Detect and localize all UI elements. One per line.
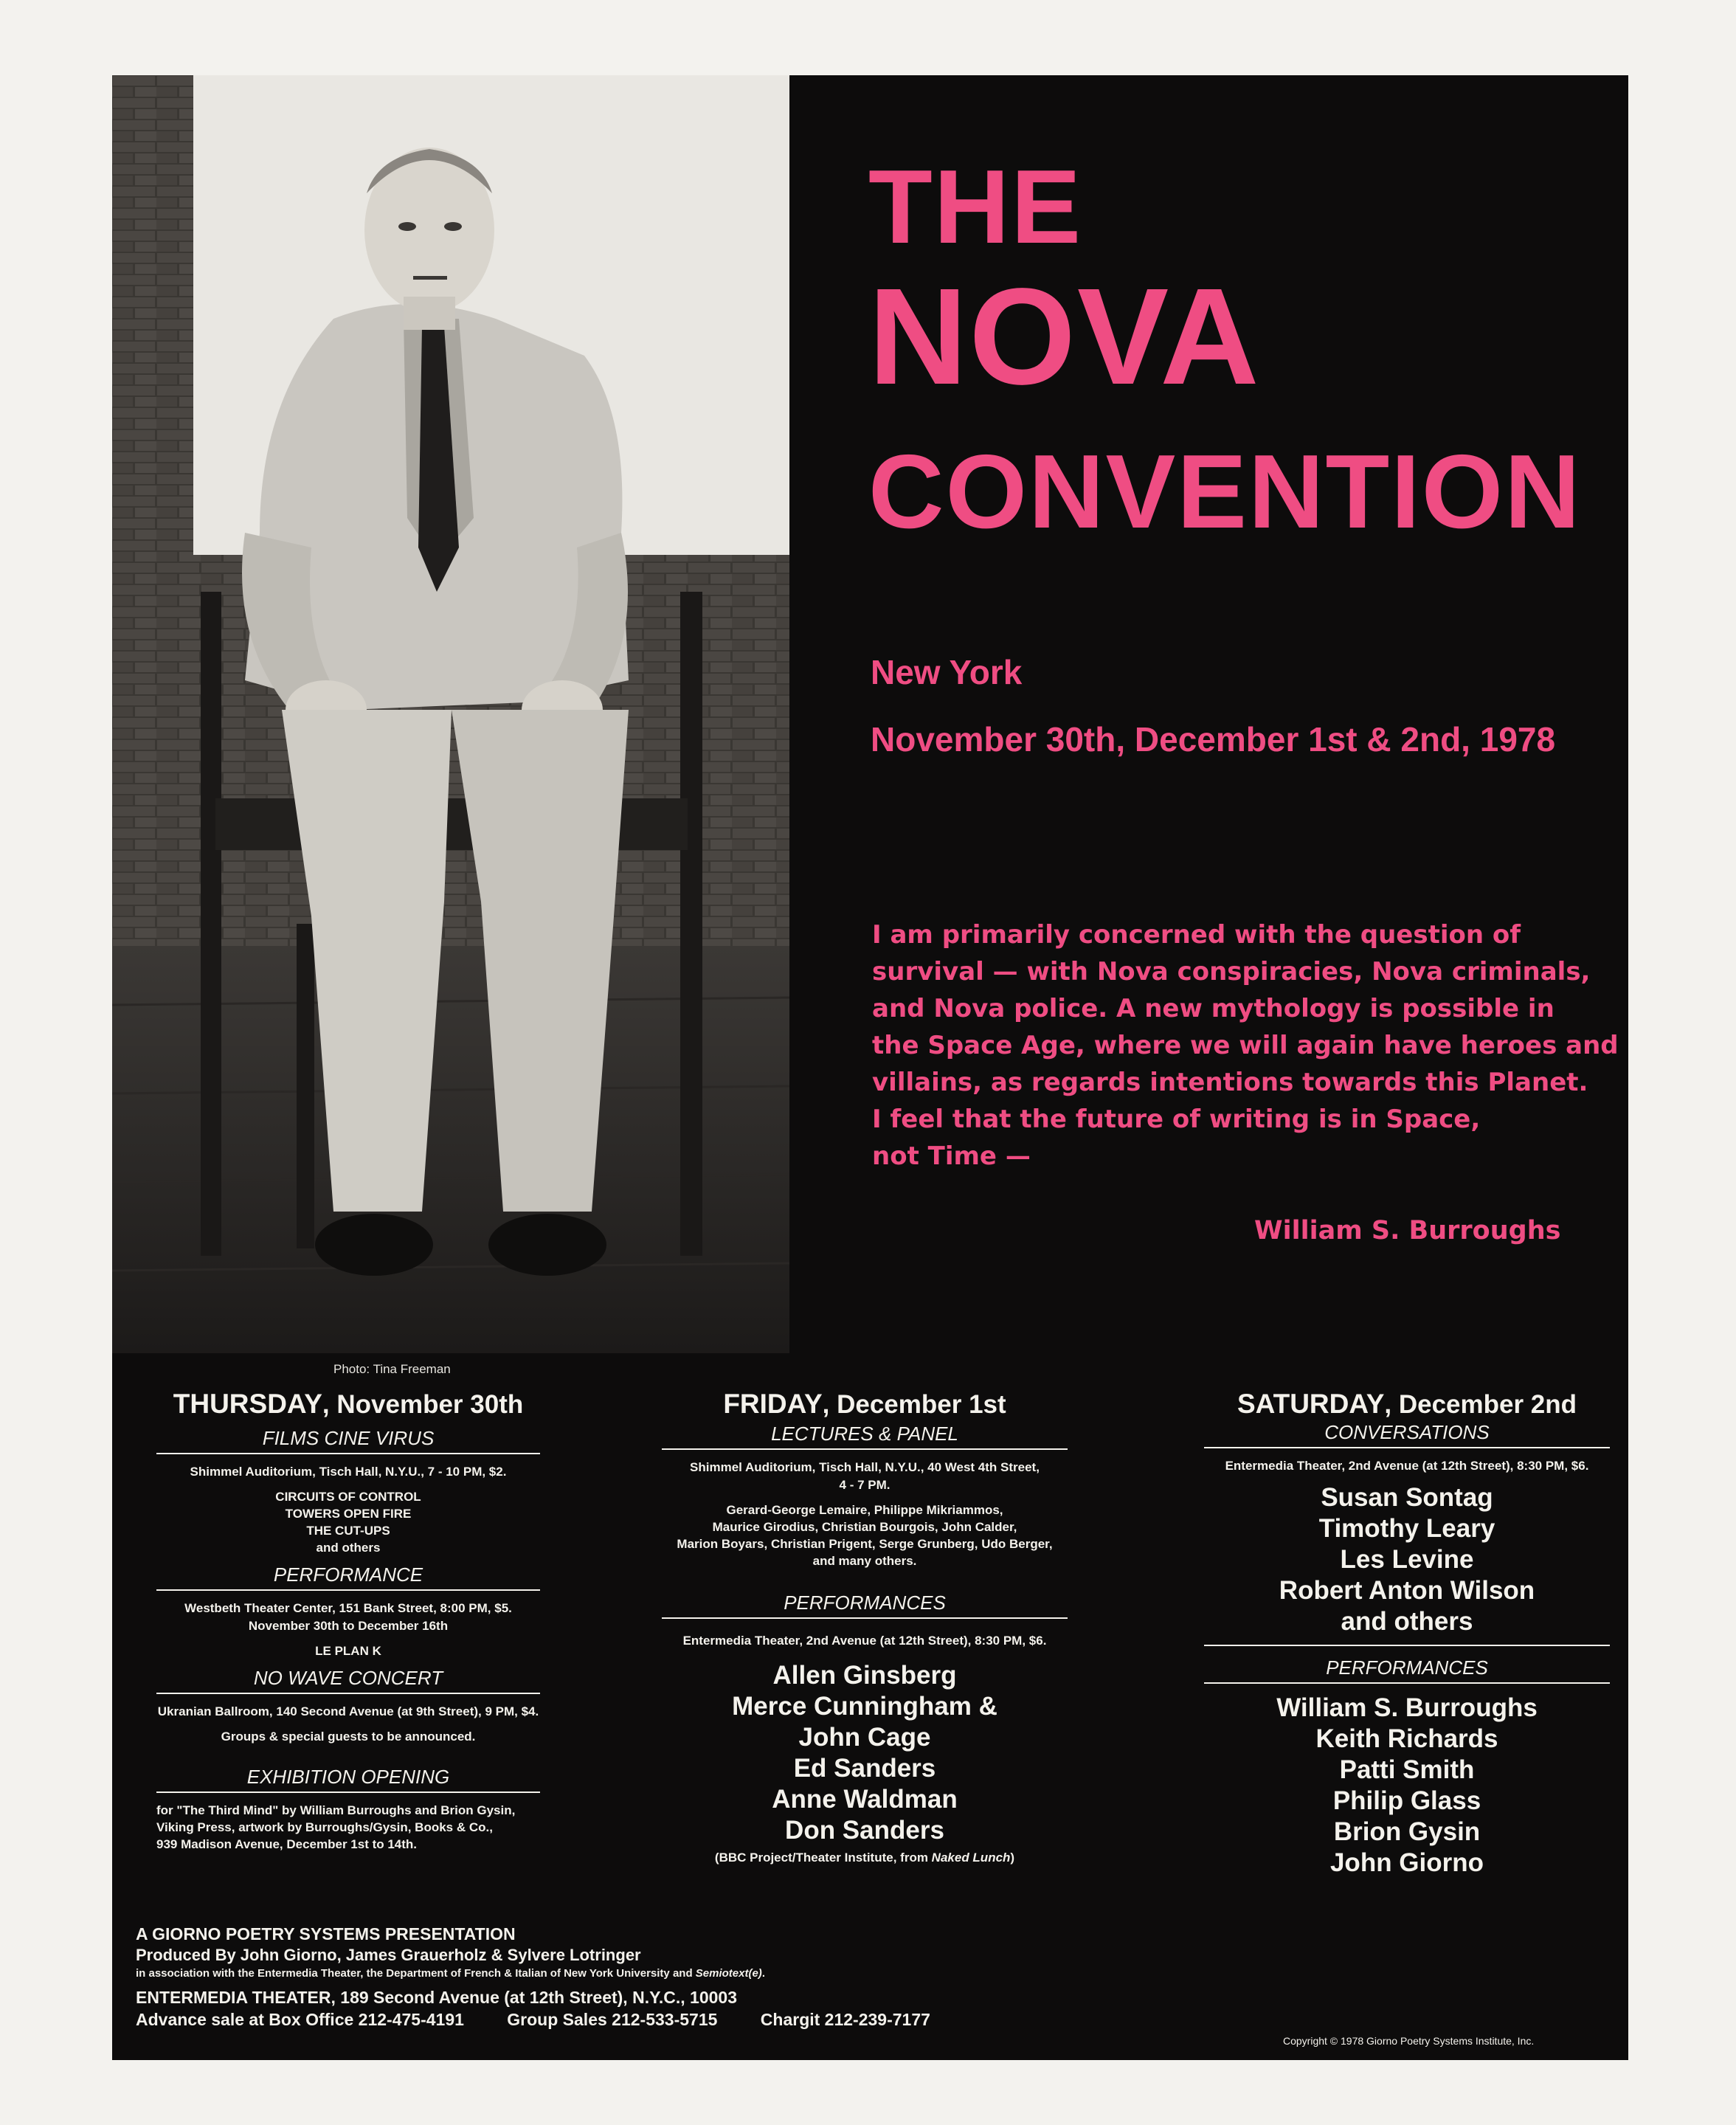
saturday-column: [1204, 1389, 1610, 1879]
performer: Merce Cunningham &: [732, 1692, 997, 1721]
performer: Keith Richards: [1315, 1724, 1498, 1753]
friday-performances-venue: Entermedia Theater, 2nd Avenue (at 12th Street), 8:30 PM, $6.: [682, 1634, 1047, 1648]
saturday-performers: [1204, 1693, 1610, 1879]
friday-performances-heading: PERFORMANCES: [662, 1592, 1068, 1619]
event-dates: November 30th, December 1st & 2nd, 1978: [871, 720, 1556, 759]
panelist-line: Marion Boyars, Christian Prigent, Serge Grunberg, Udo Berger,: [677, 1537, 1053, 1551]
title-the: THE: [868, 148, 1082, 266]
performer: Don Sanders: [785, 1816, 944, 1845]
conversations-venue: Entermedia Theater, 2nd Avenue (at 12th Street), 8:30 PM, $6.: [1225, 1459, 1589, 1473]
participant: Les Levine: [1340, 1545, 1474, 1574]
concert-venue: Ukranian Ballroom, 140 Second Avenue (at 9th Street), 9 PM, $4.: [157, 1704, 539, 1718]
films-venue: Shimmel Auditorium, Tisch Hall, N.Y.U., 7 - 10 PM, $2.: [190, 1465, 507, 1479]
conversation-participants: [1204, 1482, 1610, 1646]
association-credit: in association with the Entermedia Theater, the Department of French & Italian of New York University and Semiotext(e).: [136, 1967, 765, 1980]
exhibition-heading: EXHIBITION OPENING: [156, 1766, 540, 1793]
performance-act: LE PLAN K: [315, 1644, 381, 1658]
film-title: CIRCUITS OF CONTROL: [275, 1490, 421, 1504]
saturday-performances-heading: PERFORMANCES: [1204, 1656, 1610, 1684]
friday-performers: [658, 1660, 1071, 1846]
quote-line: not Time —: [872, 1141, 1031, 1171]
performer: Patti Smith: [1339, 1755, 1475, 1784]
panelist-line: Gerard-George Lemaire, Philippe Mikriammos,: [726, 1503, 1003, 1517]
films-heading: FILMS CINE VIRUS: [156, 1427, 540, 1454]
theater-address: ENTERMEDIA THEATER, 189 Second Avenue (at 12th Street), N.Y.C., 10003: [136, 1988, 738, 2007]
performer: Anne Waldman: [772, 1785, 958, 1814]
performance-venue-dates: November 30th to December 16th: [248, 1619, 449, 1633]
participant: Timothy Leary: [1318, 1514, 1495, 1543]
lectures-venue-time: 4 - 7 PM.: [839, 1478, 891, 1492]
chargit-phone: Chargit 212-239-7177: [760, 2010, 930, 2029]
film-titles: [112, 1488, 584, 1556]
saturday-heading: SATURDAY, December 2nd: [1237, 1389, 1577, 1419]
quote-line: the Space Age, where we will again have heroes and: [872, 1031, 1619, 1060]
performance-venue: [112, 1600, 584, 1635]
friday-column: [658, 1389, 1071, 1866]
performer: John Giorno: [1329, 1848, 1484, 1877]
lectures-venue: [658, 1459, 1071, 1494]
quote-line: survival — with Nova conspiracies, Nova criminals,: [872, 957, 1591, 987]
participant: Susan Sontag: [1321, 1483, 1493, 1512]
exhibition-line: for "The Third Mind" by William Burroughs and Brion Gysin,: [156, 1803, 516, 1817]
film-title: TOWERS OPEN FIRE: [285, 1507, 412, 1521]
quote-line: and Nova police. A new mythology is possible in: [872, 994, 1555, 1023]
quote-author: William S. Burroughs: [1254, 1216, 1561, 1245]
presentation-credit: A GIORNO POETRY SYSTEMS PRESENTATION: [136, 1924, 516, 1943]
portrait-photo: [112, 75, 789, 1353]
performer: John Cage: [798, 1723, 931, 1752]
conversations-heading: CONVERSATIONS: [1204, 1421, 1610, 1448]
ticket-info: [136, 2008, 969, 2031]
group-sales-phone: Group Sales 212-533-5715: [507, 2010, 718, 2029]
poster: [112, 75, 1628, 2060]
performer: Brion Gysin: [1333, 1817, 1481, 1846]
thursday-column: [112, 1389, 584, 1853]
footer: [136, 1923, 969, 2031]
performer: Philip Glass: [1332, 1786, 1481, 1815]
title-nova: NOVA: [868, 260, 1261, 413]
lectures-heading: LECTURES & PANEL: [662, 1423, 1068, 1450]
event-location: New York: [871, 653, 1023, 691]
title-convention: CONVENTION: [868, 433, 1582, 550]
lectures-venue-line: Shimmel Auditorium, Tisch Hall, N.Y.U., 40 West 4th Street,: [690, 1460, 1040, 1474]
friday-heading: FRIDAY, December 1st: [723, 1389, 1006, 1419]
exhibition-line: 939 Madison Avenue, December 1st to 14th.: [156, 1837, 418, 1851]
performer: William S. Burroughs: [1276, 1693, 1538, 1722]
performer: Allen Ginsberg: [772, 1661, 957, 1690]
film-title: THE CUT-UPS: [306, 1524, 390, 1538]
film-title: and others: [316, 1541, 381, 1555]
burroughs-quote: [872, 916, 1632, 1175]
friday-performance-note: (BBC Project/Theater Institute, from Naked Lunch): [714, 1851, 1015, 1865]
box-office-phone: Advance sale at Box Office 212-475-4191: [136, 2010, 464, 2029]
quote-line: I feel that the future of writing is in Space,: [872, 1105, 1481, 1134]
quote-line: I am primarily concerned with the question of: [872, 920, 1521, 950]
producers-credit: Produced By John Giorno, James Grauerholz & Sylvere Lotringer: [136, 1946, 641, 1964]
panelists: [658, 1502, 1071, 1569]
exhibition-line: Viking Press, artwork by Burroughs/Gysin, Books & Co.,: [156, 1820, 493, 1834]
exhibition-details: [156, 1802, 540, 1853]
performer: Ed Sanders: [793, 1754, 936, 1783]
participant: and others: [1341, 1607, 1473, 1636]
concert-note: Groups & special guests to be announced.: [221, 1730, 476, 1744]
photo-credit: Photo: Tina Freeman: [333, 1362, 451, 1376]
performance-venue-line: Westbeth Theater Center, 151 Bank Street, 8:00 PM, $5.: [184, 1601, 512, 1615]
quote-line: villains, as regards intentions towards this Planet.: [872, 1068, 1588, 1097]
panelist-line: Maurice Girodius, Christian Bourgois, John Calder,: [712, 1520, 1017, 1534]
concert-heading: NO WAVE CONCERT: [156, 1667, 540, 1694]
panelist-line: and many others.: [812, 1554, 917, 1568]
participant: Robert Anton Wilson: [1279, 1576, 1535, 1605]
portrait-illustration: [112, 75, 789, 1353]
thursday-heading: THURSDAY, November 30th: [173, 1389, 524, 1419]
copyright: Copyright © 1978 Giorno Poetry Systems Institute, Inc.: [1283, 2035, 1535, 2047]
performance-heading: PERFORMANCE: [156, 1563, 540, 1591]
